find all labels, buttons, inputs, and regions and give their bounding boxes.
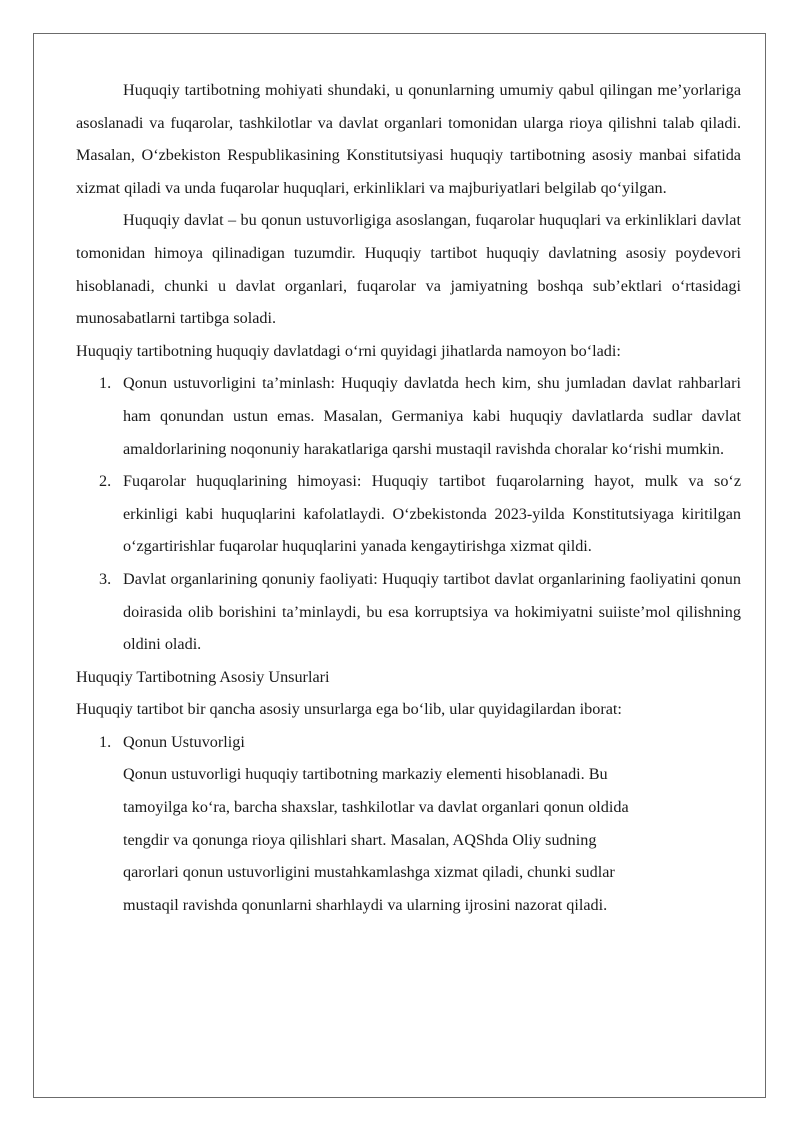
list-number: 1. [99,374,112,393]
elements-list [76,726,741,922]
list-item-line: Qonun ustuvorligi huquqiy tartibotning markaziy elementi hisoblanadi. Bu [123,765,608,784]
list-item-title: Qonun Ustuvorligi [123,732,245,751]
list-item-text: Qonun ustuvorligini ta’minlash: Huquqiy davlatda hech kim, shu jumladan davlat rahbarlari ham qonundan ustun emas. Masalan, Germaniya kabi huquqiy davlatlarda sudlar davlat amaldorlarining noqonuniy harakatlariga qarshi mustaqil ravishda choralar ko‘rishi mumkin. [123,374,741,458]
intro-line: Huquqiy tartibotning huquqiy davlatdagi o‘rni quyidagi jihatlarda namoyon bo‘ladi: [76,341,621,360]
list-item [76,367,741,465]
role-list [76,367,741,660]
list-item-line: tamoyilga ko‘ra, barcha shaxslar, tashkilotlar va davlat organlari qonun oldida [123,798,629,817]
paragraph-2: Huquqiy davlat – bu qonun ustuvorligiga asoslangan, fuqarolar huquqlari va erkinliklari davlat tomonidan himoya qilinadigan tuzumdir. Huquqiy tartibot huquqiy davlatning asosiy poydevori hisoblanadi, chunki u davlat organlari, fuqarolar va jamiyatning boshqa sub’ektlari o‘rtasidagi munosabatlarni tartibga soladi. [76,211,741,328]
list-number: 3. [99,569,112,588]
section-heading: Huquqiy Tartibotning Asosiy Unsurlari [76,667,330,686]
list-item-line: qarorlari qonun ustuvorligini mustahkamlashga xizmat qiladi, chunki sudlar [123,863,615,882]
document-body [76,74,741,921]
list-item-text: Fuqarolar huquqlarining himoyasi: Huquqiy tartibot fuqarolarning hayot, mulk va so‘z erkinligi kabi huquqlarini kafolatlaydi. O‘zbekistonda 2023-yilda Konstitutsiyaga kiritilgan o‘zgartirishlar fuqarolar huquqlarini yanada kengaytirishga xizmat qildi. [123,472,741,556]
list-item [76,726,741,922]
paragraph-1: Huquqiy tartibotning mohiyati shundaki, u qonunlarning umumiy qabul qilingan me’yorlariga asoslanadi va fuqarolar, tashkilotlar va davlat organlari tomonidan ularga rioya qilishni talab qiladi. Masalan, O‘zbekiston Respublikasining Konstitutsiyasi huquqiy tartibotning asosiy manbai sifatida xizmat qiladi va unda fuqarolar huquqlari, erkinliklari va majburiyatlari belgilab qo‘yilgan. [76,81,741,197]
list-item-line: tengdir va qonunga rioya qilishlari shart. Masalan, AQShda Oliy sudning [123,830,597,849]
list-number: 1. [99,732,112,751]
list-item-text: Davlat organlarining qonuniy faoliyati: Huquqiy tartibot davlat organlarining faoliyatini qonun doirasida olib borishini ta’minlaydi, bu esa korruptsiya va hokimiyatni suiiste’mol qilishning oldini oladi. [123,569,741,654]
list-item [76,563,741,661]
list-number: 2. [99,472,112,491]
section-intro: Huquqiy tartibot bir qancha asosiy unsurlarga ega bo‘lib, ular quyidagilardan iborat: [76,700,622,719]
list-item-line: mustaqil ravishda qonunlarni sharhlaydi va ularning ijrosini nazorat qiladi. [123,895,608,914]
list-item [76,465,741,563]
